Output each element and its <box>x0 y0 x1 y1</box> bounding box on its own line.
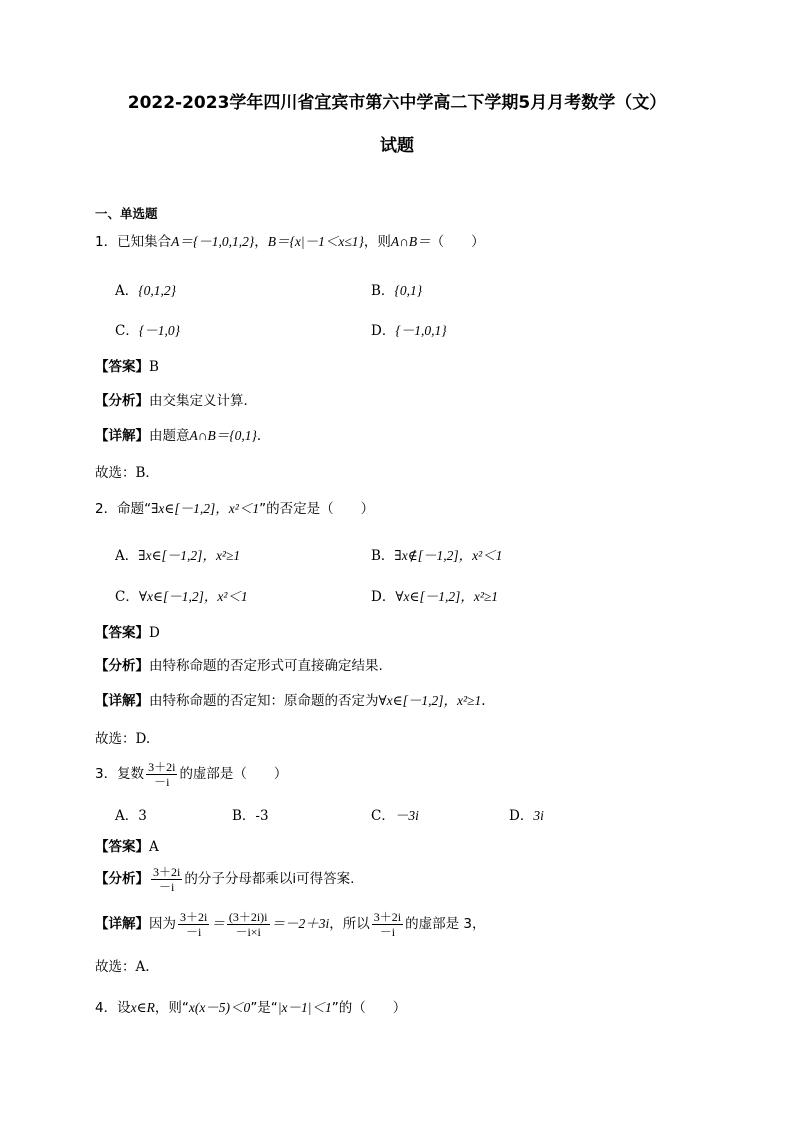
detail-line <box>95 426 270 446</box>
analysis-line <box>95 391 257 411</box>
detail-punct: ． <box>256 428 271 444</box>
fraction <box>227 910 270 939</box>
answer-tag: 【答案】 <box>95 625 149 641</box>
analysis-tag: 【分析】 <box>95 393 149 409</box>
answer-blank: （ ） <box>430 234 485 250</box>
option-label: A． <box>115 283 139 299</box>
detail-math: ∀x∈[－1,2]，x²≥1 <box>378 693 482 708</box>
option-text: 3i <box>533 808 544 823</box>
option-text: －3i <box>394 808 419 823</box>
option-text: {0,1} <box>394 283 423 298</box>
question-text: 命题“ <box>117 501 152 517</box>
option-text: 3 <box>138 808 147 824</box>
detail-punct: . <box>481 693 486 709</box>
option-label: A． <box>115 808 139 824</box>
answer-line <box>95 623 160 643</box>
option-b <box>371 544 502 564</box>
detail-math: A∩B＝{0,1} <box>189 428 257 443</box>
answer-tag: 【答案】 <box>95 359 149 375</box>
detail-tag: 【详解】 <box>95 428 149 444</box>
option-label: D． <box>509 808 534 824</box>
math-inequality-1: x(x－5)＜0 <box>188 1000 251 1015</box>
question-number: 3． <box>95 766 118 782</box>
fraction-denominator: －i <box>379 925 396 939</box>
question-number: 1． <box>95 234 118 250</box>
detail-text: 因为 <box>149 916 176 932</box>
answer-value: D <box>149 625 160 641</box>
conclusion-line: 故选：D. <box>95 731 151 747</box>
detail-line <box>95 910 486 939</box>
question-1 <box>95 232 485 252</box>
option-a <box>115 544 240 564</box>
analysis-line <box>95 656 383 676</box>
option-c <box>371 804 419 824</box>
question-text-post: ”的（ ） <box>331 1000 407 1016</box>
option-text: {－1,0,1} <box>395 323 447 338</box>
option-c <box>115 319 180 339</box>
option-d <box>371 319 447 339</box>
answer-line <box>95 837 159 857</box>
fraction <box>146 760 177 789</box>
math-proposition: ∃x∈[－1,2]，x²＜1 <box>151 501 260 516</box>
option-b <box>232 804 269 824</box>
analysis-tag: 【分析】 <box>95 658 149 674</box>
section-heading: 一、单选题 <box>95 206 158 221</box>
detail-math: ＝－2＋3i <box>271 916 330 931</box>
option-text: ∃x∈[－1,2]，x²≥1 <box>138 548 241 563</box>
separator: ， <box>254 234 268 250</box>
detail-text-post: 的虚部是 3， <box>405 916 486 932</box>
question-text-post: ”的否定是（ ） <box>259 501 375 517</box>
analysis-tag: 【分析】 <box>95 871 149 887</box>
page-title-line2: 试题 <box>380 136 414 156</box>
question-text-mid2: ”是“ <box>250 1000 278 1016</box>
fraction <box>372 910 403 939</box>
math-set-a: A＝{－1,0,1,2} <box>171 234 255 249</box>
option-label: B． <box>371 283 395 299</box>
answer-line <box>95 357 159 377</box>
analysis-text: 由特称命题的否定形式可直接确定结果. <box>149 658 383 674</box>
fraction-numerator: 3＋2i <box>373 910 402 924</box>
question-text: 设 <box>117 1000 131 1016</box>
answer-value: B <box>149 359 159 375</box>
math-expression: A∩B＝ <box>390 234 431 249</box>
question-text-mid: ，则“ <box>154 1000 189 1016</box>
conclusion-line: 故选：B． <box>95 465 159 481</box>
option-b <box>371 279 422 299</box>
math-set-b: B＝{x|－1＜x≤1} <box>267 234 364 249</box>
question-text-mid: ，则 <box>363 234 391 250</box>
fraction-denominator: －i <box>154 775 170 789</box>
fraction-numerator: 3＋2i <box>180 910 208 924</box>
option-text: ∃x∉[－1,2]，x²＜1 <box>394 548 503 563</box>
option-c <box>115 585 248 605</box>
analysis-text: 由交集定义计算． <box>149 393 257 409</box>
option-label: A． <box>115 548 139 564</box>
option-text: ∀x∈[－1,2]，x²＜1 <box>138 589 248 604</box>
fraction <box>178 910 209 939</box>
analysis-line <box>95 865 354 894</box>
detail-text-mid: ，所以 <box>329 916 370 932</box>
option-label: D． <box>371 323 396 339</box>
fraction <box>151 865 182 894</box>
answer-value: A <box>149 839 159 855</box>
detail-line <box>95 691 486 711</box>
question-text: 已知集合 <box>117 234 172 250</box>
detail-tag: 【详解】 <box>95 916 149 932</box>
fraction-numerator: 3＋2i <box>148 760 176 774</box>
question-3 <box>95 760 287 789</box>
option-a <box>115 804 147 824</box>
option-text: {0,1,2} <box>138 283 177 298</box>
fraction-numerator: (3＋2i)i <box>228 910 268 924</box>
option-label: C． <box>371 808 395 824</box>
fraction-denominator: －i <box>159 880 175 894</box>
fraction-denominator: －i <box>186 925 202 939</box>
fraction-denominator: －i×i <box>235 925 261 939</box>
question-4 <box>95 998 406 1018</box>
answer-tag: 【答案】 <box>95 839 149 855</box>
question-number: 2． <box>95 501 118 517</box>
option-a <box>115 279 176 299</box>
detail-text: 由特称命题的否定知：原命题的否定为 <box>149 693 379 709</box>
analysis-text: 的分子分母都乘以i可得答案. <box>184 871 355 887</box>
question-text-post: 的虚部是（ ） <box>179 766 288 782</box>
detail-text: 由题意 <box>149 428 190 444</box>
option-d <box>509 804 544 824</box>
equals-sign: ＝ <box>211 916 225 931</box>
question-2 <box>95 499 374 519</box>
math-condition: x∈R <box>130 1000 155 1015</box>
option-label: C． <box>115 589 139 605</box>
option-label: C． <box>115 323 139 339</box>
detail-tag: 【详解】 <box>95 693 149 709</box>
option-label: B． <box>371 548 395 564</box>
math-inequality-2: |x－1|＜1 <box>277 1000 332 1015</box>
option-text: -3 <box>255 808 269 824</box>
option-label: B． <box>232 808 256 824</box>
question-number: 4． <box>95 1000 118 1016</box>
option-label: D． <box>371 589 396 605</box>
option-text: {－1,0} <box>138 323 181 338</box>
fraction-numerator: 3＋2i <box>153 865 181 879</box>
page-title: 2022-2023学年四川省宜宾市第六中学高二下学期5月月考数学（文） <box>127 93 667 113</box>
question-text: 复数 <box>117 766 145 782</box>
option-d <box>371 585 498 605</box>
conclusion-line: 故选：A. <box>95 959 150 975</box>
option-text: ∀x∈[－1,2]，x²≥1 <box>395 589 499 604</box>
